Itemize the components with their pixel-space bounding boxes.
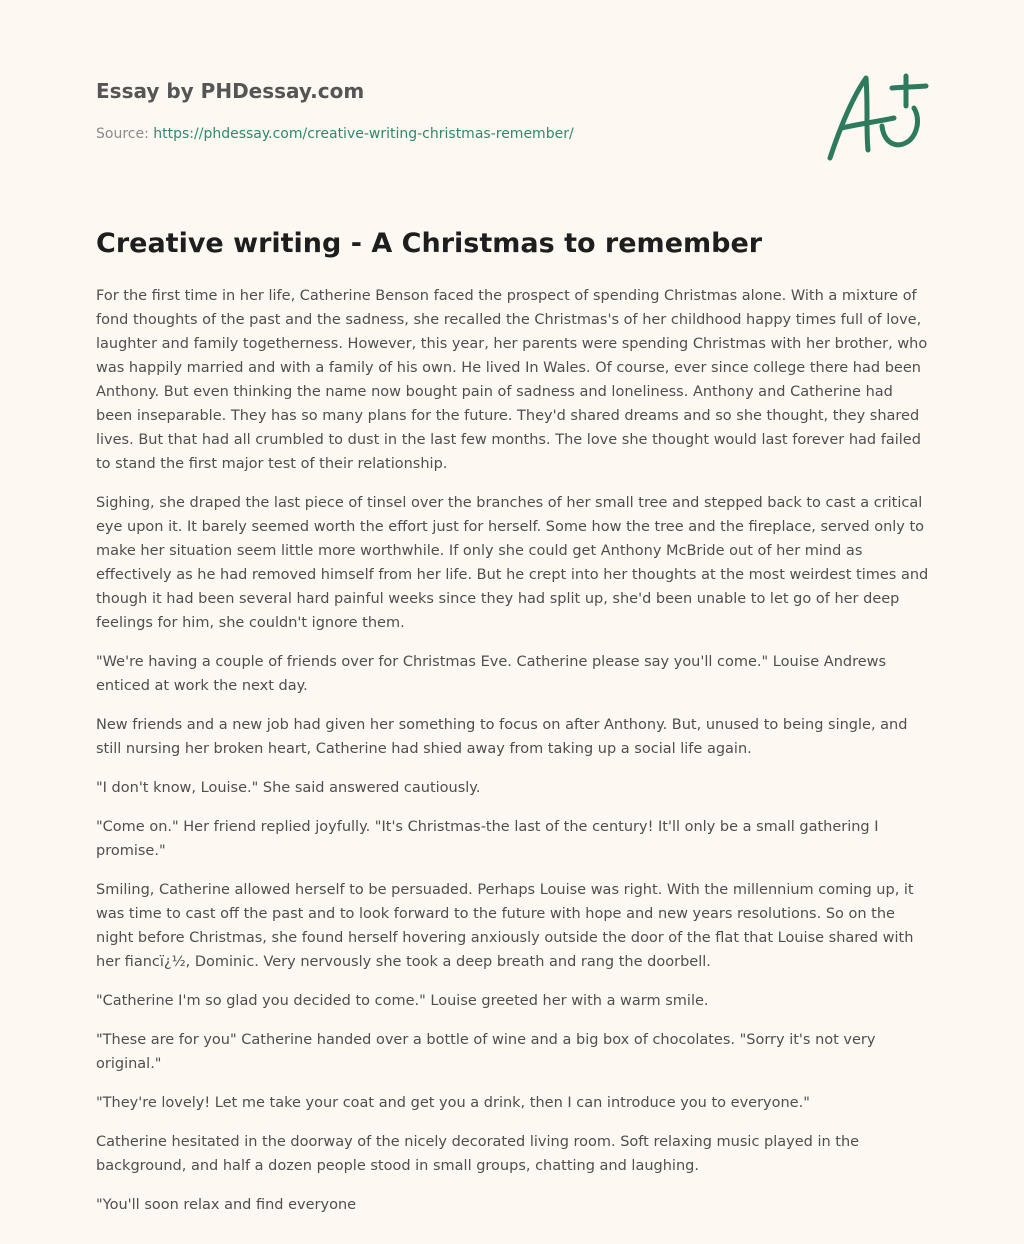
essay-paragraph: New friends and a new job had given her something to focus on after Anthony. But, unused to being single, and still nursing her broken heart, Catherine had shied away from taking up a social life again. — [96, 717, 908, 757]
essay-paragraph: "I don't know, Louise." She said answered cautiously. — [96, 780, 481, 796]
essay-paragraph: Sighing, she draped the last piece of tinsel over the branches of her small tree and stepped back to cast a critical eye upon it. It barely seemed worth the effort just for herself. Some how the tree and the fireplace, served only to make her situation seem little more worthwhile. If only she could get Anthony McBride out of her mind as effectively as he had removed himself from her life. But he crept into her thoughts at the most weirdest times and though it had been several hard painful weeks since they had split up, she'd been unable to let go of her deep feelings for him, she couldn't ignore them. — [96, 495, 929, 631]
source-label: Source: — [96, 126, 149, 142]
essay-paragraph: Catherine hesitated in the doorway of the nicely decorated living room. Soft relaxing music played in the background, and half a dozen people stood in small groups, chatting and laughing. — [96, 1134, 860, 1174]
essay-paragraph: "These are for you" Catherine handed over a bottle of wine and a big box of chocolates. "Sorry it's not very original." — [96, 1032, 876, 1072]
source-line — [96, 124, 796, 144]
essay-paragraph: "Catherine I'm so glad you decided to come." Louise greeted her with a warm smile. — [96, 993, 709, 1009]
essay-paragraph: For the first time in her life, Catherine Benson faced the prospect of spending Christmas alone. With a mixture of fond thoughts of the past and the sadness, she recalled the Christmas's of her childhood happy times full of love, laughter and family togetherness. However, this year, her parents were spending Christmas with her brother, who was happily married and with a family of his own. He lived In Wales. Of course, ever since college there had been Anthony. But even thinking the name now bought pain of sadness and loneliness. Anthony and Catherine had been inseparable. They has so many plans for the future. They'd shared dreams and so she thought, they shared lives. But that had all crumbled to dust in the last few months. The love she thought would last forever had failed to stand the first major test of their relationship. — [96, 288, 928, 472]
a-plus-grade-icon — [822, 66, 930, 166]
essay-paragraph: "We're having a couple of friends over for Christmas Eve. Catherine please say you'll come." Louise Andrews enticed at work the next day. — [96, 654, 887, 694]
essay-title: Creative writing - A Christmas to remember — [96, 228, 763, 259]
essay-paragraph: "Come on." Her friend replied joyfully. "It's Christmas-the last of the century! It'll only be a small gathering I promise." — [96, 819, 879, 859]
essay-body — [96, 284, 932, 1232]
essay-paragraph: "You'll soon relax and find everyone — [96, 1197, 357, 1213]
essay-header — [96, 78, 796, 144]
essay-paragraph: "They're lovely! Let me take your coat and get you a drink, then I can introduce you to everyone." — [96, 1095, 810, 1111]
site-brand: Essay by PHDessay.com — [96, 79, 365, 103]
source-link[interactable]: https://phdessay.com/creative-writing-christmas-remember/ — [153, 126, 574, 142]
essay-paragraph: Smiling, Catherine allowed herself to be persuaded. Perhaps Louise was right. With the millennium coming up, it was time to cast off the past and to look forward to the future with hope and new years resolutions. So on the night before Christmas, she found herself hovering anxiously outside the door of the flat that Louise shared with her fiancï¿½, Dominic. Very nervously she took a deep breath and rang the doorbell. — [96, 882, 914, 970]
